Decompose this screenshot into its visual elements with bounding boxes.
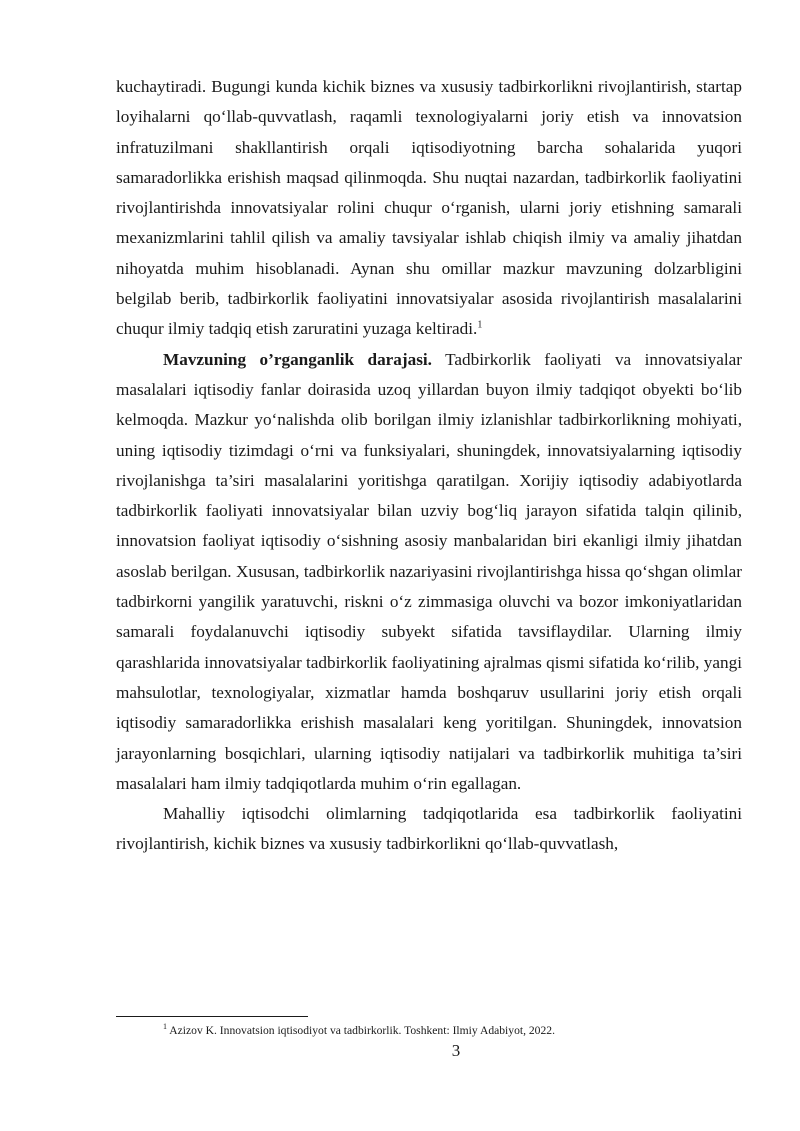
paragraph-text: Tadbirkorlik faoliyati va innovatsiyalar masalalari iqtisodiy fanlar doirasida uzoq yillardan buyon ilmiy tadqiqot obyekti bo‘lib kelmoqda. Mazkur yo‘nalishda olib borilgan ilmiy izlanishlar tadbirkorlikning mohiyati, uning iqtisodiy tizimdagi o‘rni va funksiyalari, shuningdek, innovatsiyalarning iqtisodiy rivojlanishga ta’siri masalalarini yoritishga qaratilgan. Xorijiy iqtisodiy adabiyotlarda tadbirkorlik faoliyati innovatsiyalar bilan uzviy bog‘liq jarayon sifatida talqin qilinib, innovatsion faoliyat iqtisodiy o‘sishning asosiy manbalaridan biri ekanligi ilmiy jihatdan asoslab berilgan. Xususan, tadbirkorlik nazariyasini rivojlantirishga hissa qo‘shgan olimlar tadbirkorni yangilik yaratuvchi, riskni o‘z zimmasiga oluvchi va bozor imkoniyatlaridan samarali foydalanuvchi iqtisodiy subyekt sifatida tavsiflaydilar. Ularning ilmiy qarashlarida innovatsiyalar tadbirkorlik faoliyatining ajralmas qismi sifatida ko‘rilib, yangi mahsulotlar, texnologiyalar, xizmatlar hamda boshqaruv usullarini joriy etish orqali iqtisodiy samaradorlikka erishish masalalari keng yoritilgan. Shuningdek, innovatsion jarayonlarning bosqichlari, ularning iqtisodiy natijalari va tadbirkorlik muhitiga ta’siri masalalari ham ilmiy tadqiqotlarda muhim o‘rin egallagan. [116,349,742,793]
paragraph-text: kuchaytiradi. Bugungi kunda kichik biznes va xususiy tadbirkorlikni rivojlantirish, startap loyihalarni qo‘llab-quvvatlash, raqamli texnologiyalarni joriy etish va innovatsion infratuzilmani shakllantirish orqali iqtisodiyotning barcha sohalarida yuqori samaradorlikka erishish maqsad qilinmoqda. Shu nuqtai nazardan, tadbirkorlik faoliyatini rivojlantirishda innovatsiyalar rolini chuqur o‘rganish, ularni joriy etishning samarali mexanizmlarini tahlil qilish va amaliy tavsiyalar ishlab chiqish ilmiy va amaliy jihatdan nihoyatda muhim hisoblanadi. Aynan shu omillar mazkur mavzuning dolzarbligini belgilab berib, tadbirkorlik faoliyatini innovatsiyalar asosida rivojlantirish masalalarini chuqur ilmiy tadqiq etish zaruratini yuzaga keltiradi. [116,77,742,339]
footnote-text: Azizov K. Innovatsion iqtisodiyot va tadbirkorlik. Toshkent: Ilmiy Adabiyot, 2022. [167,1024,555,1037]
paragraph-text: Mahalliy iqtisodchi olimlarning tadqiqotlarida esa tadbirkorlik faoliyatini rivojlantirish, kichik biznes va xususiy tadbirkorlikni qo‘llab-quvvatlash, [116,804,742,854]
footnote [163,1023,763,1039]
paragraph-study-level [116,345,742,799]
footnote-number: 1 [163,1022,167,1032]
body-text [116,72,742,860]
paragraph-local-scholars [116,799,742,860]
section-heading: Mavzuning o’rganganlik darajasi. [163,349,432,369]
footnote-separator [116,1016,308,1017]
footnote-reference: 1 [477,319,483,331]
paragraph-continued [116,72,742,345]
page-number: 3 [451,1041,461,1060]
